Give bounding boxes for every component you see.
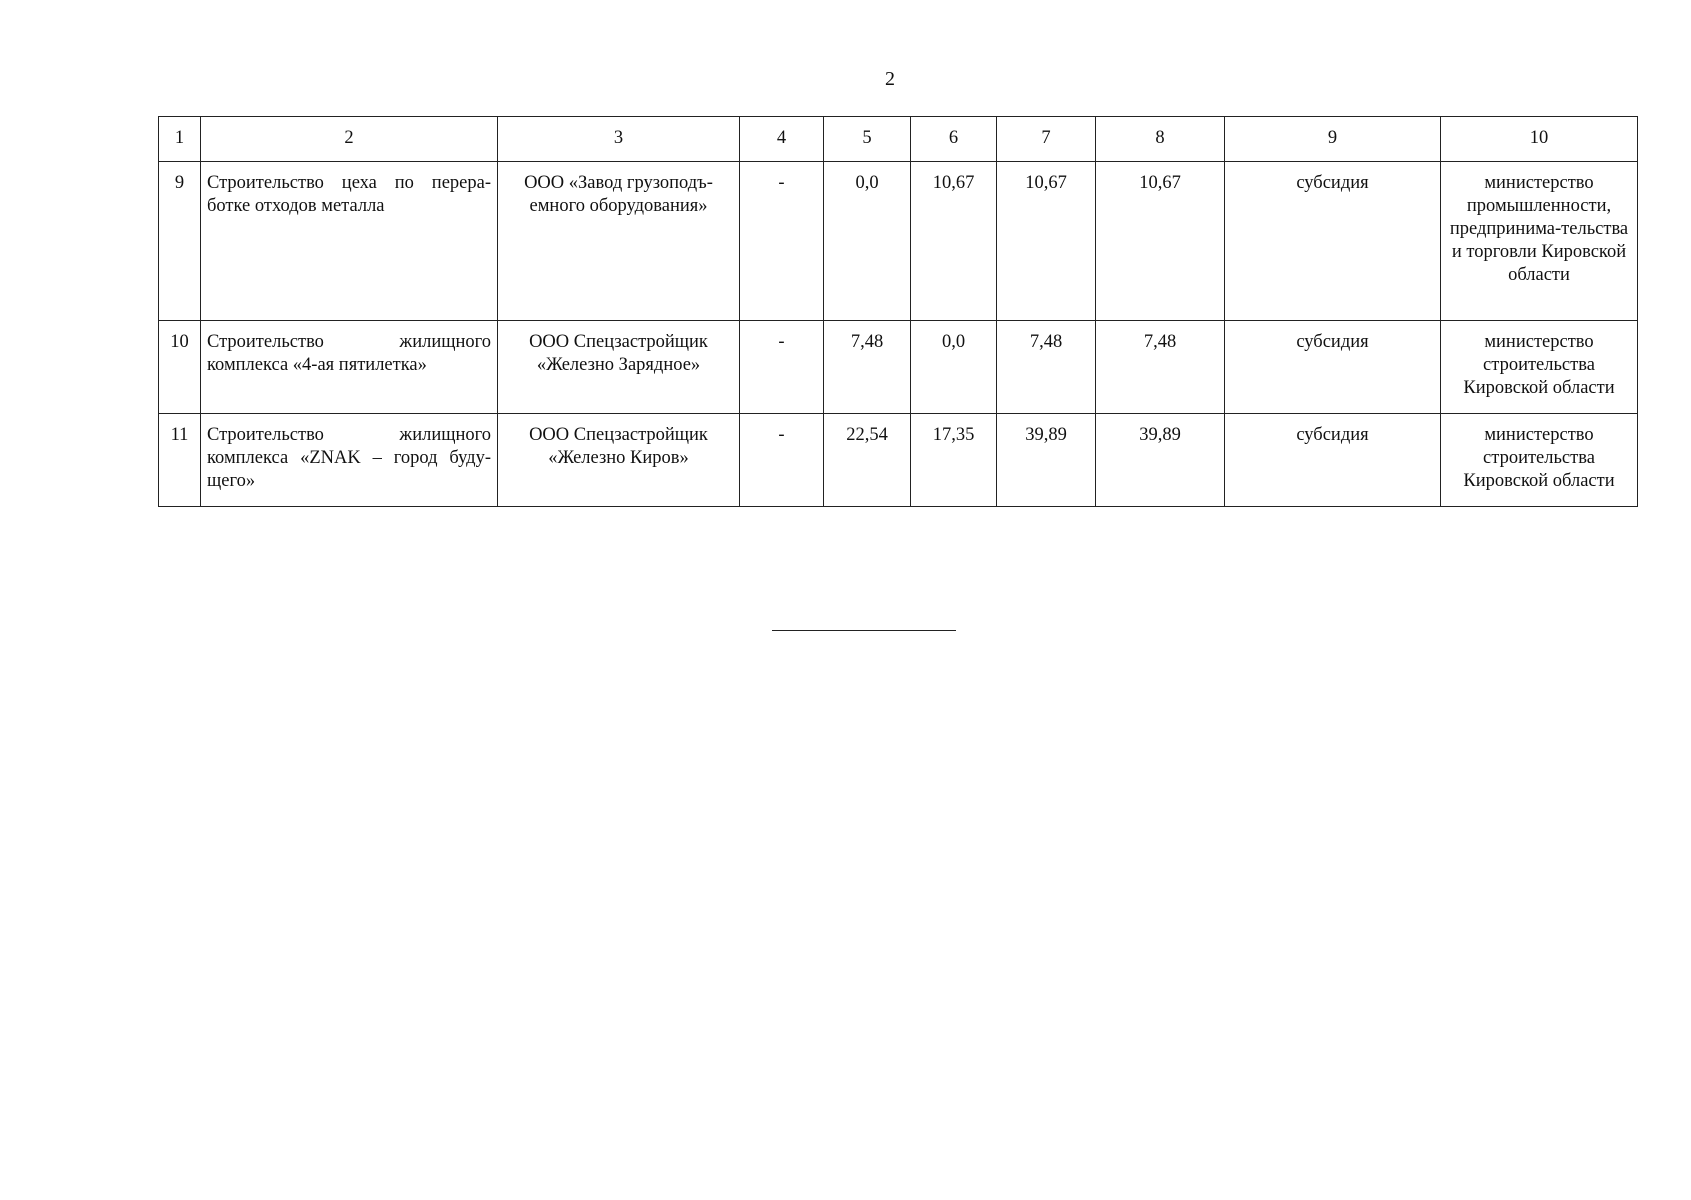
header-cell-9: 9 [1225,117,1441,162]
header-cell-10: 10 [1441,117,1638,162]
table-header-row [159,117,1638,162]
col7-value-cell: 39,89 [997,414,1096,507]
header-cell-8: 8 [1096,117,1225,162]
header-cell-3: 3 [498,117,740,162]
col6-value-cell: 10,67 [911,162,997,321]
header-cell-4: 4 [740,117,824,162]
row-number-cell: 9 [159,162,201,321]
col4-cell: - [740,414,824,507]
header-cell-5: 5 [824,117,911,162]
header-cell-6: 6 [911,117,997,162]
col6-value-cell: 17,35 [911,414,997,507]
col7-value-cell: 7,48 [997,321,1096,414]
col4-cell: - [740,162,824,321]
support-type-cell: субсидия [1225,162,1441,321]
col5-value-cell: 22,54 [824,414,911,507]
header-cell-7: 7 [997,117,1096,162]
header-cell-2: 2 [201,117,498,162]
row-number-cell: 11 [159,414,201,507]
col7-value-cell: 10,67 [997,162,1096,321]
table-row [159,162,1638,321]
project-name-cell: Строительство цеха по перера-ботке отходов металла [201,162,498,321]
project-name-cell: Строительство жилищного комплекса «4-ая пятилетка» [201,321,498,414]
page-number: 2 [885,68,895,90]
col8-value-cell: 39,89 [1096,414,1225,507]
support-type-cell: субсидия [1225,414,1441,507]
organization-cell: ООО Спецзастройщик «Железно Зарядное» [498,321,740,414]
header-cell-1: 1 [159,117,201,162]
responsible-body-cell: министерство строительства Кировской области [1441,321,1638,414]
col8-value-cell: 10,67 [1096,162,1225,321]
row-number-cell: 10 [159,321,201,414]
end-of-document-rule [772,630,956,631]
support-type-cell: субсидия [1225,321,1441,414]
table-row [159,321,1638,414]
organization-cell: ООО Спецзастройщик «Железно Киров» [498,414,740,507]
col5-value-cell: 0,0 [824,162,911,321]
col8-value-cell: 7,48 [1096,321,1225,414]
col6-value-cell: 0,0 [911,321,997,414]
responsible-body-cell: министерство строительства Кировской области [1441,414,1638,507]
project-name-cell: Строительство жилищного комплекса «ZNAK – город буду-щего» [201,414,498,507]
col5-value-cell: 7,48 [824,321,911,414]
organization-cell: ООО «Завод грузоподъ-емного оборудования» [498,162,740,321]
responsible-body-cell: министерство промышленности, предпринима-тельства и торговли Кировской области [1441,162,1638,321]
col4-cell: - [740,321,824,414]
investment-projects-table [158,116,1638,507]
table-row [159,414,1638,507]
